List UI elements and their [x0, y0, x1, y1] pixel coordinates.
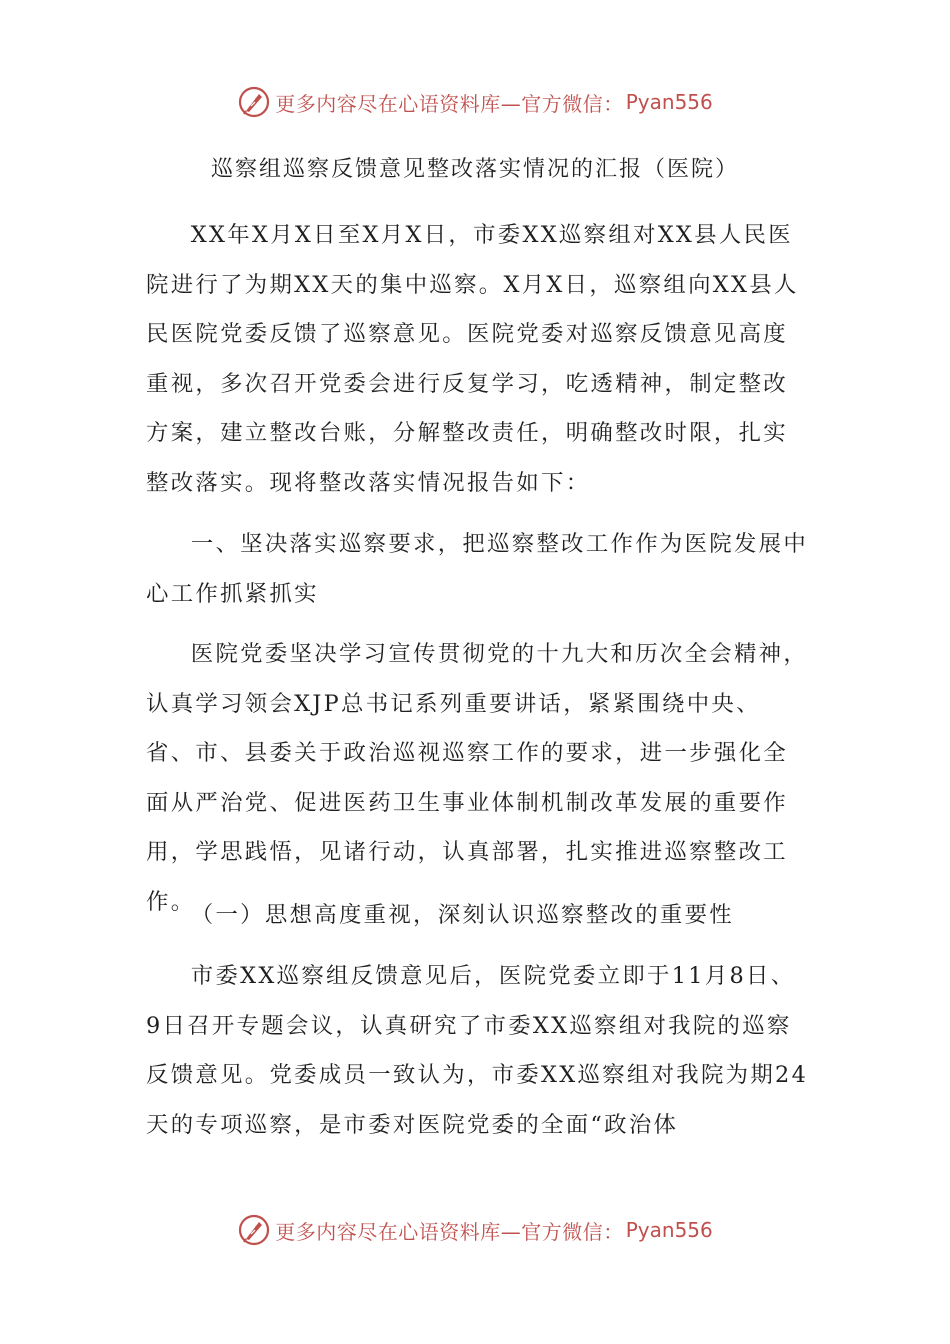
watermark-wechat-id: Pyan556: [625, 1218, 713, 1242]
watermark-header: [0, 82, 950, 122]
section-heading-1: 一、坚决落实巡察要求，把巡察整改工作作为医院发展中心工作抓紧抓实: [146, 531, 809, 607]
watermark-label: 更多内容尽在心语资料库—官方微信：: [275, 1219, 624, 1244]
quill-pen-logo-icon: [237, 1213, 271, 1247]
subsection-heading-1: （一）思想高度重视，深刻认识巡察整改的重要性: [190, 902, 734, 928]
paragraph-intro: XX年X月X日至X月X日，市委XX巡察组对XX县人民医院进行了为期XX天的集中巡察。X月X日，巡察组向XX县人民医院党委反馈了巡察意见。医院党委对巡察反馈意见高度重视，多次召开党委会进行反复学习，吃透精神，制定整改方案，建立整改台账，分解整改责任，明确整改时限，扎实整改落实。现将整改落实情况报告如下：: [146, 222, 799, 496]
watermark-label: 更多内容尽在心语资料库—官方微信：: [275, 91, 624, 116]
watermark-footer: [0, 1210, 950, 1250]
quill-pen-logo-icon: [237, 85, 271, 119]
document-title: 巡察组巡察反馈意见整改落实情况的汇报（医院）: [210, 157, 739, 182]
paragraph-subsection-1: 市委XX巡察组反馈意见后，医院党委立即于11月8日、9日召开专题会议，认真研究了市委XX巡察组对我院的巡察反馈意见。党委成员一致认为，市委XX巡察组对我院为期24天的专项巡察，是市委对医院党委的全面“政治体: [146, 963, 809, 1138]
watermark-wechat-id: Pyan556: [625, 90, 713, 114]
paragraph-section-1: 医院党委坚决学习宣传贯彻党的十九大和历次全会精神，认真学习领会XJP总书记系列重要讲话，紧紧围绕中央、省、市、县委关于政治巡视巡察工作的要求，进一步强化全面从严治党、促进医药卫生事业体制机制改革发展的重要作用，学思践悟，见诸行动，认真部署，扎实推进巡察整改工作。: [146, 641, 809, 915]
